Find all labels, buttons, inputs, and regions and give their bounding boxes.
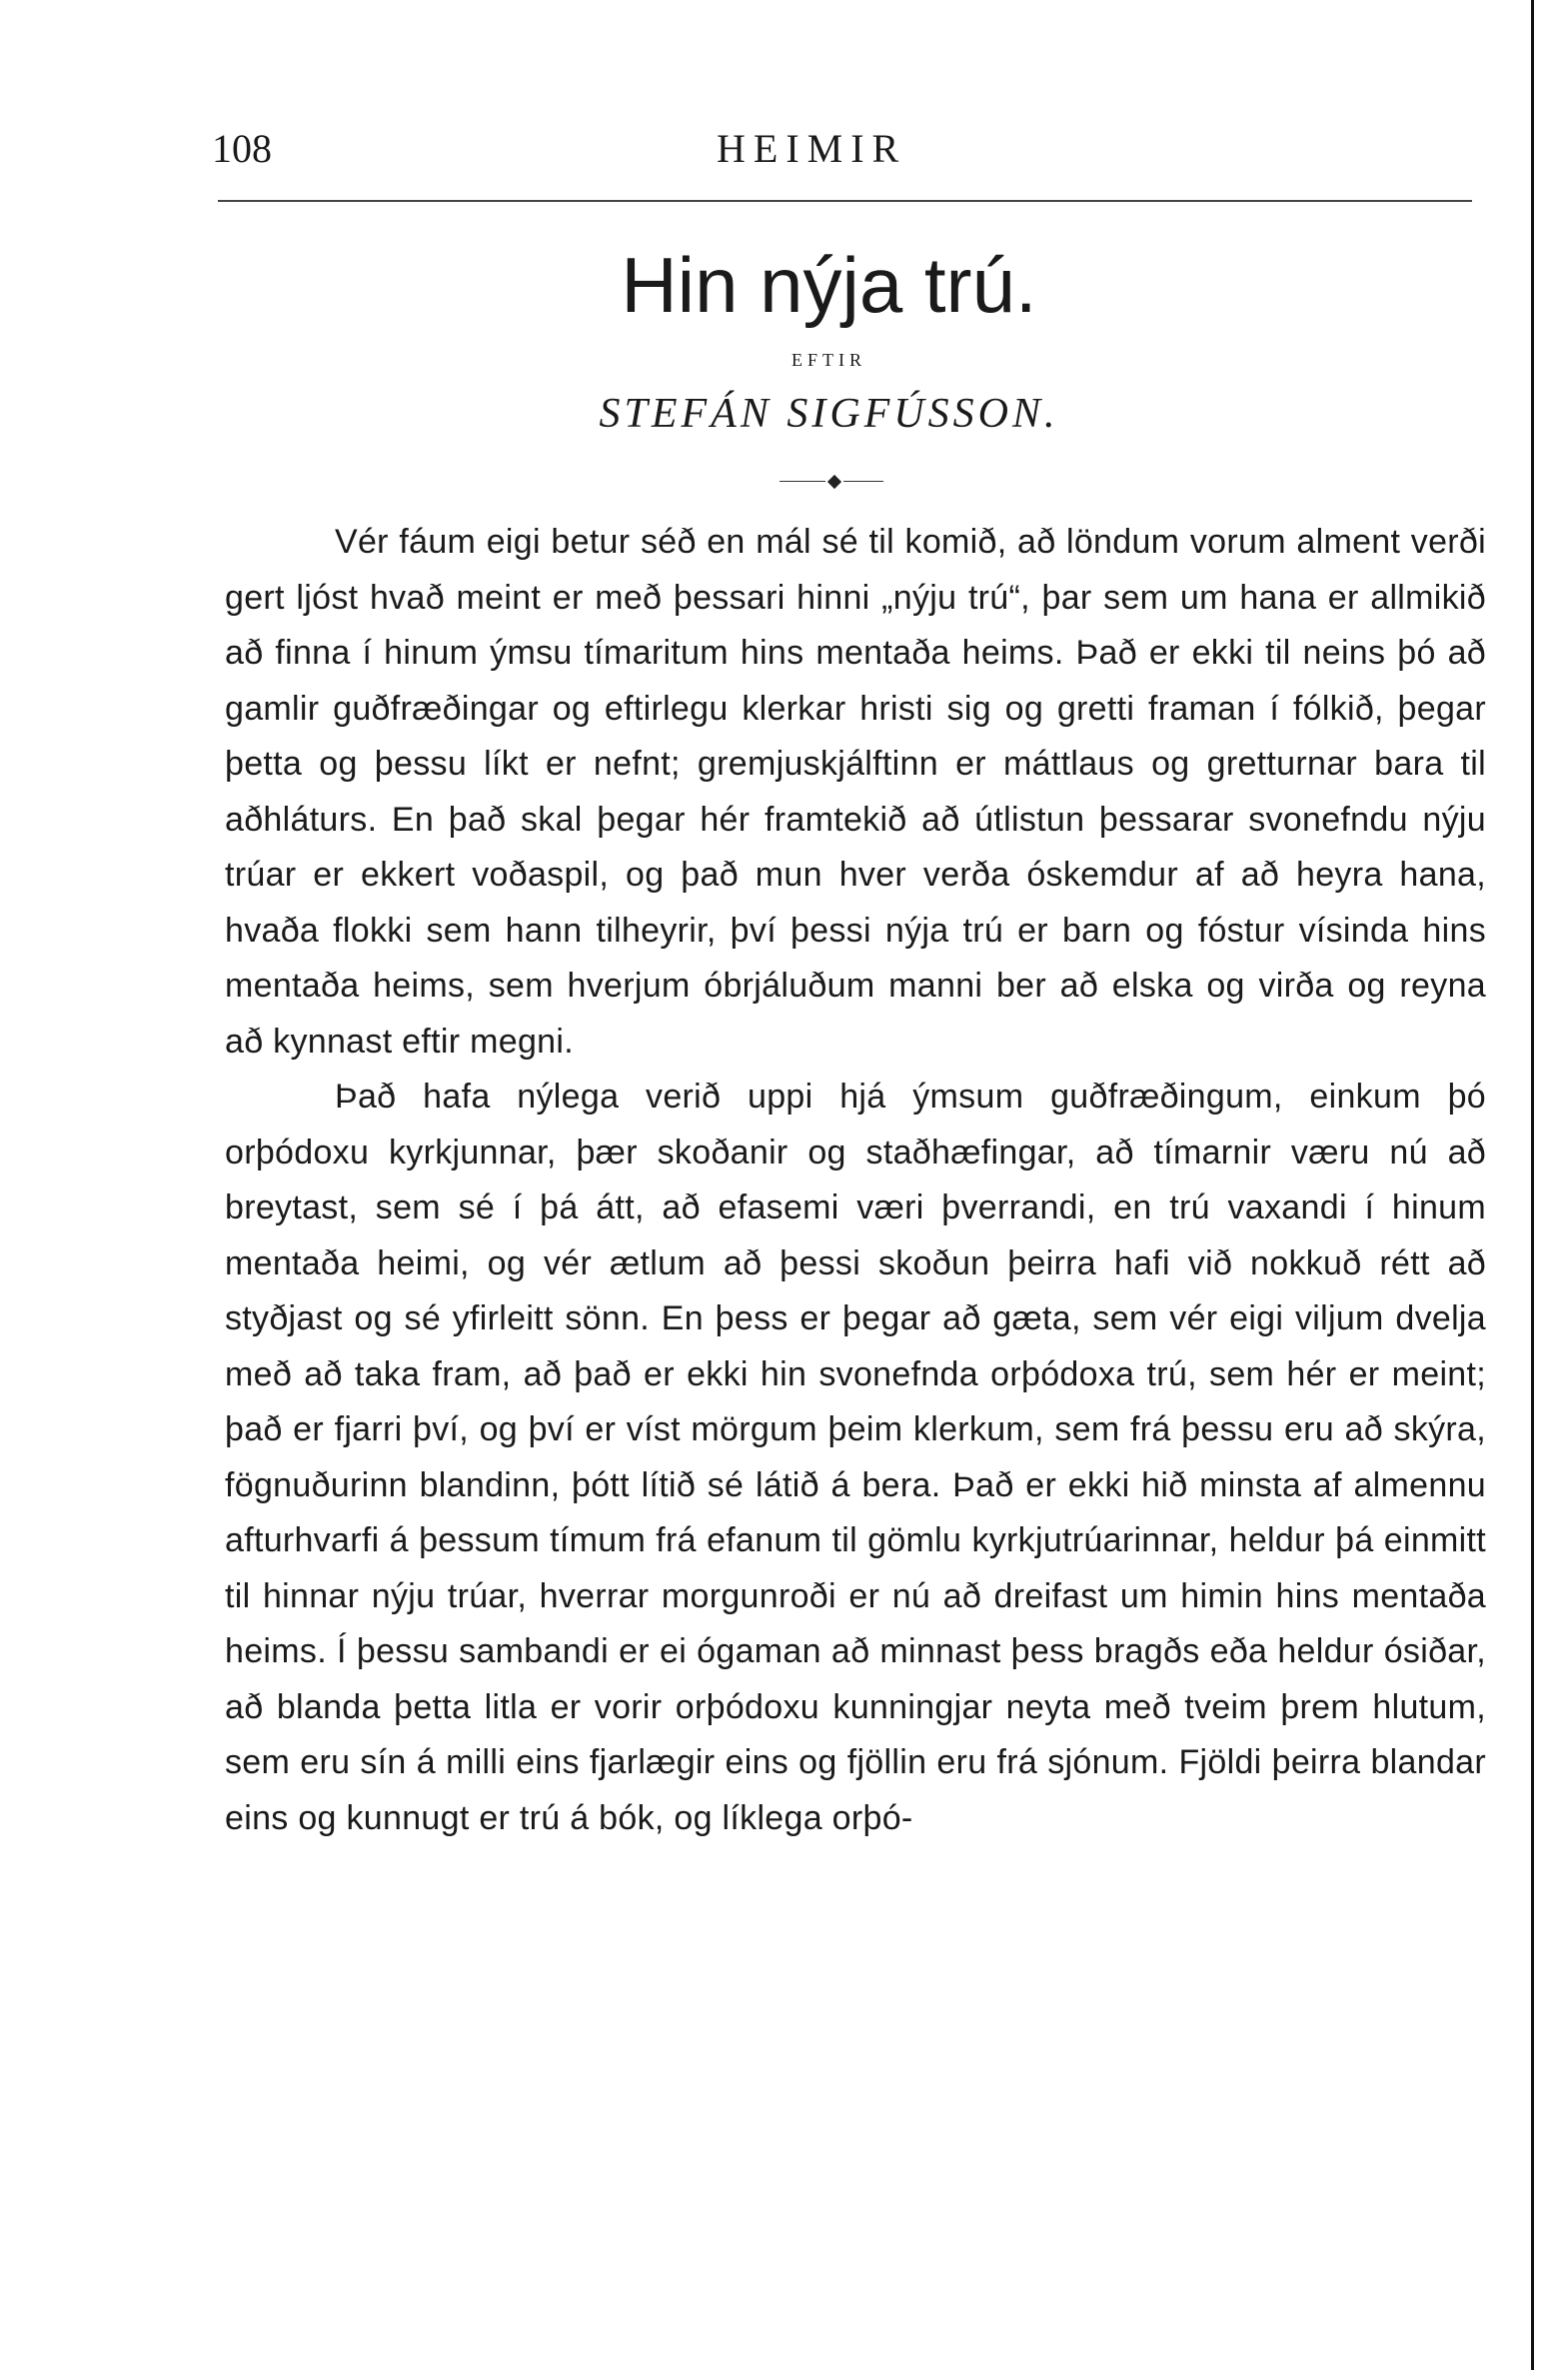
title-ornament xyxy=(780,476,899,488)
page-number: 108 xyxy=(212,126,272,171)
article-author: STEFÁN SIGFÚSSON. xyxy=(599,391,1059,437)
article-title: Hin nýja trú. xyxy=(621,241,1037,329)
paragraph-2: Það hafa nýlega verið uppi hjá ýmsum guðfræðingum, einkum þó orþódoxu kyrkjunnar, þær skoðanir og staðhæfingar, að tímarnir væru nú að breytast, sem sé í þá átt, að efasemi væri þverrandi, en trú vaxandi í hinum mentaða heimi, og vér ætlum að þessi skoðun þeirra hafi við nokkuð rétt að styðjast og sé yfirleitt sönn. En þess er þegar að gæta, sem vér eigi viljum dvelja með að taka fram, að það er ekki hin svonefnda orþódoxa trú, sem hér er meint; það er fjarri því, og því er víst mörgum þeim klerkum, sem frá þessu eru að skýra, fögnuðurinn blandinn, þótt lítið sé látið á bera. Það er ekki hið minsta af almennu afturhvarfi á þessum tímum frá efanum til gömlu kyrkjutrúarinnar, heldur þá einmitt til hinnar nýju trúar, hverrar morgunroði er nú að dreifast um himin hins mentaða heims. Í þessu sambandi er ei ógaman að minnast þess bragðs eða heldur ósiðar, að blanda þetta litla er vorir orþódoxu kunningjar neyta með tveim þrem hlutum, sem eru sín á milli eins fjarlægir eins og fjöllin eru frá sjónum. Fjöldi þeirra blandar eins og kunnugt er trú á bók, og líklega orþó- xyxy=(225,1078,1486,1837)
article-body xyxy=(225,515,1486,1846)
paragraph-1: Vér fáum eigi betur séð en mál sé til komið, að löndum vorum alment verði gert ljóst hvað meint er með þessari hinni „nýju trú“, þar sem um hana er allmikið að finna í hinum ýmsu tímaritum hins mentaða heims. Það er ekki til neins þó að gamlir guðfræðingar og eftirlegu klerkar hristi sig og gretti framan í fólkið, þegar þetta og þessu líkt er nefnt; gremjuskjálftinn er máttlaus og gretturnar bara til aðhláturs. En það skal þegar hér framtekið að útlistun þessarar svonefndu nýju trúar er ekkert voðaspil, og það mun hver verða óskemdur af að heyra hana, hvaða flokki sem hann tilheyrir, því þessi nýja trú er barn og fóstur vísinda hins mentaða heims, sem hverjum óbrjáluðum manni ber að elska og virða og reyna að kynnast eftir megni. xyxy=(225,523,1486,1061)
running-head: HEIMIR xyxy=(717,126,907,171)
page-header xyxy=(212,125,1471,175)
header-rule xyxy=(218,200,1472,202)
byline-label: EFTIR xyxy=(790,350,866,370)
